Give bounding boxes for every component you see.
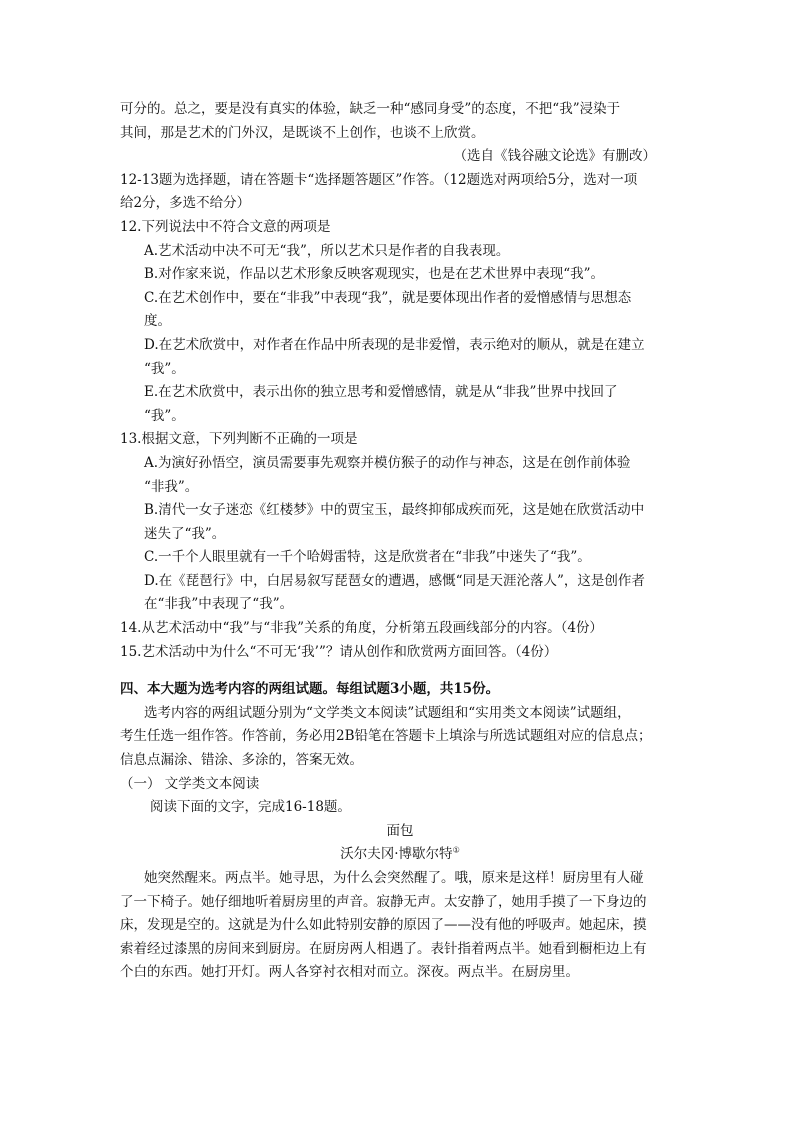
story-line: 了一下椅子。她仔细地听着厨房里的声音。寂静无声。太安静了，她用手摸了一下身边的 <box>120 893 647 910</box>
part1-heading: （一） 文学类文本阅读 <box>120 775 260 792</box>
read-instruction: 阅读下面的文字，完成16-18题。 <box>150 799 351 816</box>
q12-option-e: E.在艺术欣赏中，表示出你的独立思考和爱憎感情，就是从“非我”世界中找回了 <box>144 384 618 401</box>
q15: 15.艺术活动中为什么“不可无‘我’”？请从创作和欣赏两方面回答。（4份） <box>120 643 558 660</box>
q13-option-c: C.一千个人眼里就有一千个哈姆雷特，这是欣赏者在“非我”中迷失了“我”。 <box>144 549 591 566</box>
story-line: 床，发现是空的。这就是为什么如此特别安静的原因了——没有他的呼吸声。她起床，摸 <box>120 917 647 934</box>
q13-option-b-cont: 迷失了“我”。 <box>144 525 226 542</box>
q13-stem: 13.根据文意，下列判断不正确的一项是 <box>120 431 358 448</box>
story-line: 个白的东西。她打开灯。两人各穿衬衣相对而立。深夜。两点半。在厨房里。 <box>120 964 579 981</box>
q12-option-d-cont: “我”。 <box>144 360 185 377</box>
section4-heading: 四、本大题为选考内容的两组试题。每组试题3小题，共15份。 <box>120 681 500 698</box>
author-footnote-mark: ① <box>452 845 460 855</box>
q12-option-c: C.在艺术创作中，要在“非我”中表现“我”，就是要体现出作者的爱憎感情与思想态 <box>144 289 632 306</box>
q12-option-c-cont: 度。 <box>144 313 171 330</box>
section4-instruction-line: 考生任选一组作答。作答前，务必用2B铅笔在答题卡上填涂与所选试题组对应的信息点； <box>120 728 652 745</box>
q12-option-b: B.对作家来说，作品以艺术形象反映客观现实，也是在艺术世界中表现“我”。 <box>144 266 605 283</box>
q12-option-d: D.在艺术欣赏中，对作者在作品中所表现的是非爱憎，表示绝对的顺从，就是在建立 <box>144 336 645 353</box>
story-author <box>120 843 680 867</box>
q13-option-d: D.在《琵琶行》中，白居易叙写琵琶女的遭遇，感慨“同是天涯沦落人”，这是创作者 <box>144 572 645 589</box>
story-title: 面包 <box>386 822 414 839</box>
q12-stem: 12.下列说法中不符合文意的两项是 <box>120 218 331 235</box>
section-gap <box>120 664 680 678</box>
q13-option-a: A.为演好孙悟空，演员需要事先观察并模仿猴子的动作与神态，这是在创作前体验 <box>144 454 631 471</box>
passage-line: 可分的。总之，要是没有真实的体验，缺乏一种“感同身受”的态度，不把“我”浸染于 <box>120 101 621 117</box>
q13-option-a-cont: “非我”。 <box>144 478 199 495</box>
q14: 14.从艺术活动中“我”与“非我”关系的角度，分析第五段画线部分的内容。（4份） <box>120 620 603 637</box>
passage-line: 其间，那是艺术的门外汉，是既谈不上创作，也谈不上欣赏。 <box>120 124 485 141</box>
q12-option-e-cont: “我”。 <box>144 407 185 424</box>
section4-instruction-line: 信息点漏涂、错涂、多涂的，答案无效。 <box>120 752 363 769</box>
q12-option-a: A.艺术活动中决不可无“我”，所以艺术只是作者的自我表现。 <box>144 242 510 259</box>
q13-option-d-cont: 在“非我”中表现了“我”。 <box>144 596 294 613</box>
source-citation: （选自《钱谷融文论选》有删改） <box>453 148 656 165</box>
mcq-instruction-line: 给2分，多选不给分） <box>120 195 251 212</box>
mcq-instruction-line: 12-13题为选择题，请在答题卡“选择题答题区”作答。（12题选对两项给5分，选对一项 <box>120 171 638 188</box>
story-line: 她突然醒来。两点半。她寻思，为什么会突然醒了。哦，原来是这样！厨房里有人碰 <box>144 870 644 886</box>
section4-instruction-line: 选考内容的两组试题分别为“文学类文本阅读”试题组和“实用类文本阅读”试题组， <box>144 704 631 721</box>
author-name: 沃尔夫冈·博歇尔特 <box>340 846 453 863</box>
story-line: 索着经过漆黑的房间来到厨房。在厨房两人相遇了。表针指着两点半。她看到橱柜边上有 <box>120 940 647 957</box>
exam-page <box>120 98 680 985</box>
q13-option-b: B.清代一女子迷恋《红楼梦》中的贾宝玉，最终抑郁成疾而死，这是她在欣赏活动中 <box>144 502 645 519</box>
